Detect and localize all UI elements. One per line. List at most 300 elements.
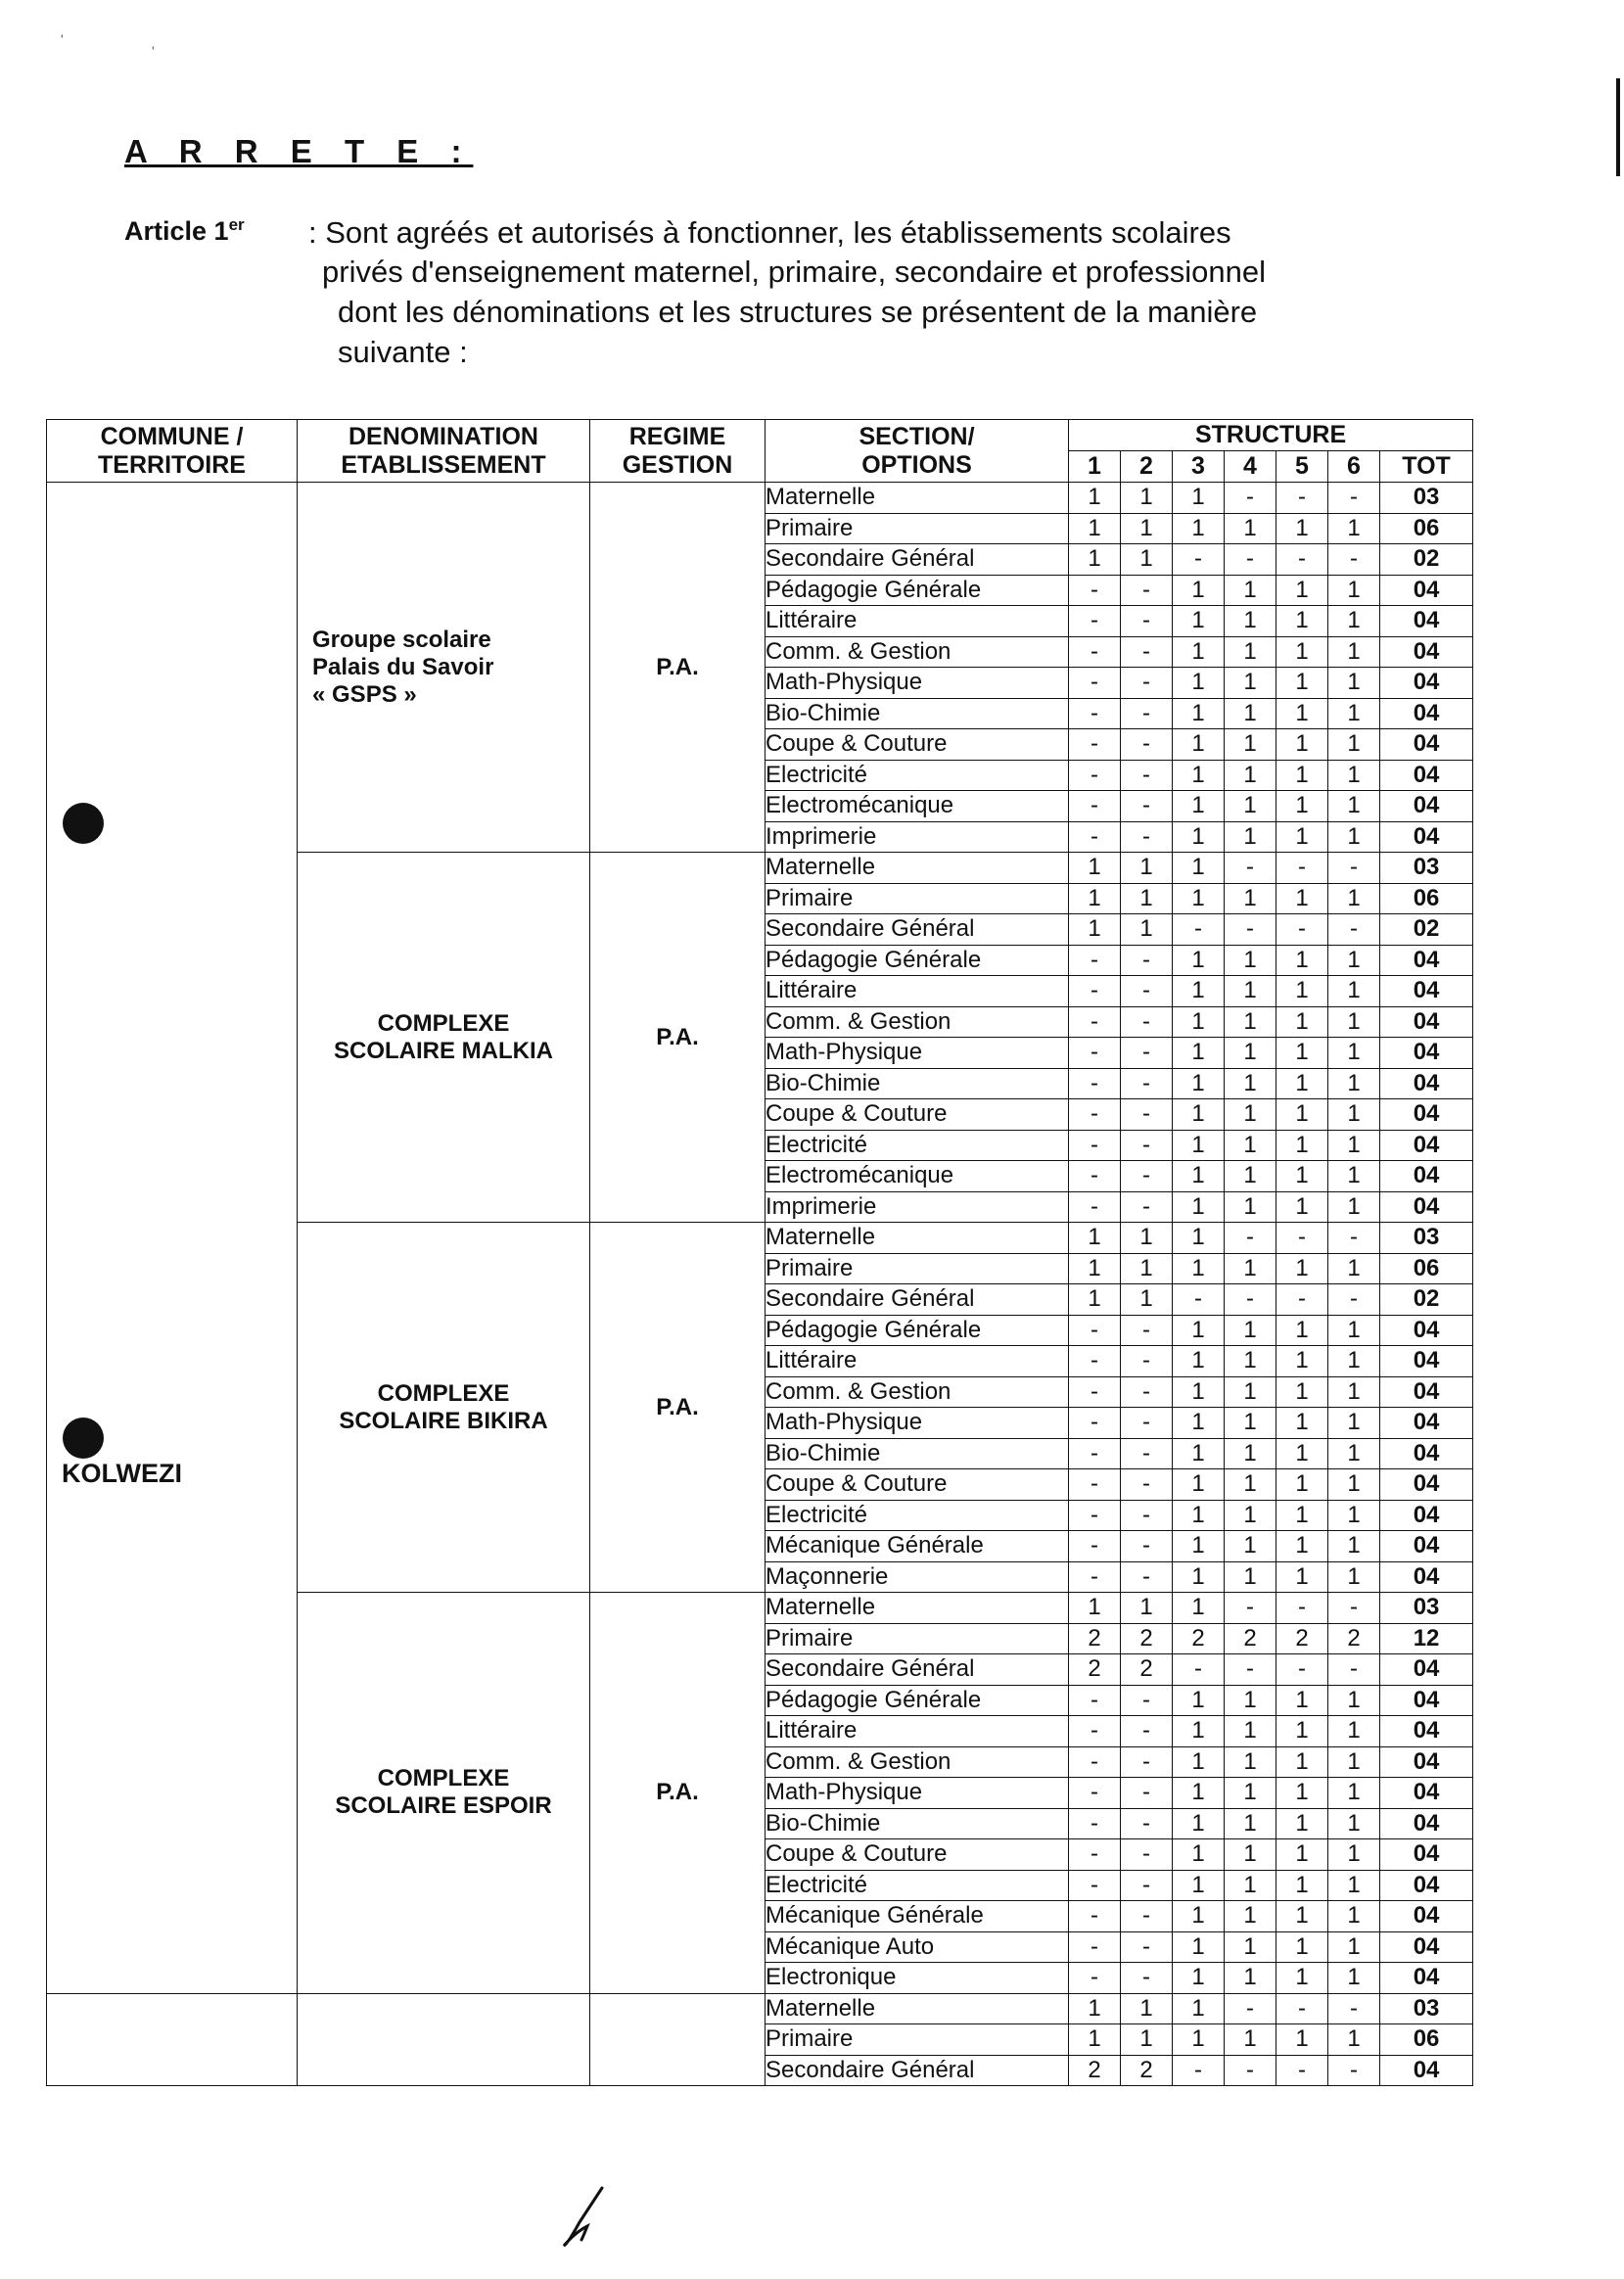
level-count-cell: 1: [1121, 483, 1173, 514]
header-level: 4: [1225, 451, 1276, 483]
section-cell: Littéraire: [766, 1346, 1069, 1377]
level-count-cell: 1: [1276, 1963, 1328, 1994]
level-count-cell: -: [1225, 1993, 1276, 2024]
level-count-cell: 1: [1328, 668, 1380, 699]
level-count-cell: -: [1121, 636, 1173, 668]
header-level: 5: [1276, 451, 1328, 483]
document-heading: A R R E T E :: [124, 133, 474, 169]
level-count-cell: -: [1328, 483, 1380, 514]
level-count-cell: -: [1069, 1346, 1121, 1377]
level-count-cell: -: [1069, 1963, 1121, 1994]
section-cell: Comm. & Gestion: [766, 1746, 1069, 1778]
header-level: 3: [1173, 451, 1225, 483]
level-count-cell: -: [1069, 1500, 1121, 1531]
level-count-cell: 1: [1173, 1469, 1225, 1501]
level-count-cell: 1: [1173, 1870, 1225, 1901]
level-count-cell: 1: [1173, 1038, 1225, 1069]
level-count-cell: 1: [1225, 1253, 1276, 1284]
total-cell: 04: [1380, 606, 1473, 637]
total-cell: 04: [1380, 1685, 1473, 1716]
level-count-cell: -: [1328, 1593, 1380, 1624]
section-cell: Primaire: [766, 1253, 1069, 1284]
level-count-cell: 1: [1225, 883, 1276, 914]
total-cell: 04: [1380, 1068, 1473, 1099]
level-count-cell: 1: [1225, 1531, 1276, 1562]
article-line: suivante :: [338, 335, 468, 369]
level-count-cell: -: [1121, 1870, 1173, 1901]
level-count-cell: 1: [1173, 636, 1225, 668]
section-cell: Littéraire: [766, 606, 1069, 637]
section-cell: Comm. & Gestion: [766, 1006, 1069, 1038]
total-cell: 12: [1380, 1623, 1473, 1654]
level-count-cell: 1: [1121, 1253, 1173, 1284]
level-count-cell: -: [1276, 1654, 1328, 1686]
level-count-cell: -: [1121, 1006, 1173, 1038]
regime-cell: P.A.: [590, 1593, 766, 1994]
level-count-cell: 1: [1121, 1993, 1173, 2024]
level-count-cell: 1: [1225, 945, 1276, 976]
level-count-cell: -: [1121, 1346, 1173, 1377]
level-count-cell: -: [1121, 1808, 1173, 1839]
level-count-cell: -: [1225, 1223, 1276, 1254]
section-cell: Electricité: [766, 1130, 1069, 1161]
level-count-cell: 1: [1173, 1408, 1225, 1439]
level-count-cell: 1: [1276, 1808, 1328, 1839]
section-cell: Electricité: [766, 760, 1069, 791]
level-count-cell: 1: [1121, 1223, 1173, 1254]
total-cell: 04: [1380, 821, 1473, 853]
level-count-cell: 1: [1328, 1808, 1380, 1839]
level-count-cell: 1: [1225, 729, 1276, 761]
section-cell: Maternelle: [766, 1593, 1069, 1624]
level-count-cell: -: [1173, 1654, 1225, 1686]
level-count-cell: -: [1328, 1223, 1380, 1254]
level-count-cell: 1: [1069, 883, 1121, 914]
total-cell: 06: [1380, 513, 1473, 544]
section-cell: Primaire: [766, 513, 1069, 544]
level-count-cell: 1: [1276, 606, 1328, 637]
level-count-cell: 1: [1276, 1038, 1328, 1069]
total-cell: 04: [1380, 1099, 1473, 1131]
level-count-cell: -: [1069, 1038, 1121, 1069]
header-total: TOT: [1380, 451, 1473, 483]
level-count-cell: 1: [1173, 1931, 1225, 1963]
level-count-cell: 1: [1276, 1931, 1328, 1963]
level-count-cell: 1: [1276, 1376, 1328, 1408]
section-cell: Secondaire Général: [766, 1284, 1069, 1316]
level-count-cell: -: [1069, 729, 1121, 761]
school-name: [298, 1993, 590, 2086]
section-cell: Maçonnerie: [766, 1561, 1069, 1593]
level-count-cell: 1: [1276, 1901, 1328, 1932]
level-count-cell: 1: [1276, 1408, 1328, 1439]
level-count-cell: 1: [1173, 1500, 1225, 1531]
level-count-cell: 1: [1173, 945, 1225, 976]
section-cell: Maternelle: [766, 853, 1069, 884]
level-count-cell: -: [1121, 1376, 1173, 1408]
section-cell: Coupe & Couture: [766, 729, 1069, 761]
table-row: [47, 483, 1473, 514]
level-count-cell: 1: [1069, 1593, 1121, 1624]
level-count-cell: 1: [1328, 2024, 1380, 2056]
total-cell: 04: [1380, 575, 1473, 606]
level-count-cell: 1: [1328, 1469, 1380, 1501]
level-count-cell: 1: [1276, 1099, 1328, 1131]
total-cell: 02: [1380, 544, 1473, 576]
level-count-cell: 1: [1173, 1130, 1225, 1161]
signature-mark: [558, 2183, 617, 2252]
section-cell: Bio-Chimie: [766, 698, 1069, 729]
section-cell: Littéraire: [766, 976, 1069, 1007]
header-level: 1: [1069, 451, 1121, 483]
level-count-cell: 1: [1225, 976, 1276, 1007]
level-count-cell: 1: [1069, 1253, 1121, 1284]
header-section: SECTION/ OPTIONS: [766, 420, 1069, 483]
level-count-cell: 1: [1121, 1284, 1173, 1316]
level-count-cell: 1: [1173, 606, 1225, 637]
level-count-cell: 1: [1173, 1593, 1225, 1624]
section-cell: Electronique: [766, 1963, 1069, 1994]
level-count-cell: 1: [1173, 1839, 1225, 1871]
level-count-cell: 1: [1069, 2024, 1121, 2056]
section-cell: Primaire: [766, 2024, 1069, 2056]
level-count-cell: -: [1069, 1315, 1121, 1346]
level-count-cell: 1: [1173, 698, 1225, 729]
school-name: [298, 483, 590, 853]
level-count-cell: 1: [1069, 513, 1121, 544]
level-count-cell: 1: [1328, 1191, 1380, 1223]
level-count-cell: 1: [1276, 575, 1328, 606]
level-count-cell: -: [1121, 1963, 1173, 1994]
header-regime: REGIME GESTION: [590, 420, 766, 483]
section-cell: Bio-Chimie: [766, 1068, 1069, 1099]
level-count-cell: -: [1069, 1931, 1121, 1963]
level-count-cell: -: [1069, 1746, 1121, 1778]
level-count-cell: 1: [1225, 1931, 1276, 1963]
level-count-cell: 1: [1069, 853, 1121, 884]
level-count-cell: -: [1069, 668, 1121, 699]
section-cell: Electricité: [766, 1500, 1069, 1531]
level-count-cell: 1: [1328, 1099, 1380, 1131]
level-count-cell: 2: [1069, 2055, 1121, 2086]
level-count-cell: 1: [1276, 698, 1328, 729]
level-count-cell: 1: [1225, 1376, 1276, 1408]
section-cell: Pédagogie Générale: [766, 1685, 1069, 1716]
level-count-cell: -: [1069, 698, 1121, 729]
section-cell: Electromécanique: [766, 791, 1069, 822]
level-count-cell: -: [1069, 821, 1121, 853]
level-count-cell: 1: [1328, 1963, 1380, 1994]
header-commune: COMMUNE / TERRITOIRE: [47, 420, 298, 483]
level-count-cell: 1: [1328, 1561, 1380, 1593]
level-count-cell: 1: [1069, 544, 1121, 576]
level-count-cell: -: [1173, 544, 1225, 576]
level-count-cell: 2: [1328, 1623, 1380, 1654]
level-count-cell: 1: [1225, 1191, 1276, 1223]
level-count-cell: -: [1069, 1376, 1121, 1408]
punch-hole: [63, 803, 104, 844]
level-count-cell: -: [1276, 1284, 1328, 1316]
level-count-cell: 1: [1173, 1006, 1225, 1038]
total-cell: 04: [1380, 636, 1473, 668]
level-count-cell: 1: [1225, 1408, 1276, 1439]
level-count-cell: 1: [1225, 1130, 1276, 1161]
level-count-cell: -: [1069, 1808, 1121, 1839]
level-count-cell: 1: [1225, 1870, 1276, 1901]
total-cell: 04: [1380, 1376, 1473, 1408]
level-count-cell: -: [1121, 1901, 1173, 1932]
scan-mark: ': [152, 43, 155, 59]
header-level: 6: [1328, 451, 1380, 483]
level-count-cell: 1: [1276, 1191, 1328, 1223]
level-count-cell: -: [1276, 544, 1328, 576]
level-count-cell: -: [1121, 821, 1173, 853]
school-name: [298, 1223, 590, 1593]
level-count-cell: -: [1276, 1593, 1328, 1624]
total-cell: 04: [1380, 1654, 1473, 1686]
level-count-cell: 1: [1328, 760, 1380, 791]
level-count-cell: -: [1328, 914, 1380, 946]
school-name-line: SCOLAIRE BIKIRA: [339, 1407, 548, 1434]
section-cell: Mécanique Auto: [766, 1931, 1069, 1963]
level-count-cell: 2: [1069, 1623, 1121, 1654]
level-count-cell: 1: [1173, 821, 1225, 853]
section-cell: Math-Physique: [766, 668, 1069, 699]
total-cell: 03: [1380, 483, 1473, 514]
level-count-cell: 1: [1328, 1376, 1380, 1408]
level-count-cell: 1: [1328, 1346, 1380, 1377]
section-cell: Math-Physique: [766, 1778, 1069, 1809]
level-count-cell: 1: [1173, 1223, 1225, 1254]
level-count-cell: 1: [1225, 1685, 1276, 1716]
level-count-cell: -: [1121, 1408, 1173, 1439]
level-count-cell: 1: [1276, 668, 1328, 699]
level-count-cell: -: [1069, 1839, 1121, 1871]
level-count-cell: 1: [1328, 1901, 1380, 1932]
level-count-cell: -: [1069, 1191, 1121, 1223]
level-count-cell: 1: [1276, 1716, 1328, 1747]
level-count-cell: 1: [1225, 1161, 1276, 1192]
level-count-cell: 1: [1069, 914, 1121, 946]
level-count-cell: 1: [1276, 1685, 1328, 1716]
total-cell: 02: [1380, 914, 1473, 946]
level-count-cell: 1: [1173, 1099, 1225, 1131]
level-count-cell: 1: [1328, 821, 1380, 853]
level-count-cell: -: [1276, 1993, 1328, 2024]
total-cell: 06: [1380, 2024, 1473, 2056]
level-count-cell: -: [1173, 1284, 1225, 1316]
total-cell: 04: [1380, 1963, 1473, 1994]
total-cell: 04: [1380, 2055, 1473, 2086]
article-line: : Sont agréés et autorisés à fonctionner, les établissements scolaires: [308, 215, 1231, 250]
total-cell: 04: [1380, 1130, 1473, 1161]
section-cell: Electromécanique: [766, 1161, 1069, 1192]
level-count-cell: 1: [1328, 1839, 1380, 1871]
level-count-cell: 1: [1173, 1808, 1225, 1839]
level-count-cell: 1: [1173, 729, 1225, 761]
level-count-cell: 1: [1173, 883, 1225, 914]
section-cell: Maternelle: [766, 483, 1069, 514]
level-count-cell: 2: [1121, 1654, 1173, 1686]
total-cell: 04: [1380, 945, 1473, 976]
level-count-cell: 1: [1173, 575, 1225, 606]
level-count-cell: -: [1069, 1068, 1121, 1099]
level-count-cell: 1: [1276, 760, 1328, 791]
school-name-line: SCOLAIRE MALKIA: [334, 1037, 553, 1064]
level-count-cell: 1: [1276, 636, 1328, 668]
level-count-cell: 1: [1173, 1531, 1225, 1562]
total-cell: 04: [1380, 1561, 1473, 1593]
level-count-cell: -: [1225, 544, 1276, 576]
level-count-cell: 1: [1069, 1993, 1121, 2024]
level-count-cell: -: [1121, 1531, 1173, 1562]
total-cell: 04: [1380, 1716, 1473, 1747]
level-count-cell: 1: [1328, 1068, 1380, 1099]
level-count-cell: 2: [1121, 2055, 1173, 2086]
regime-cell: P.A.: [590, 1223, 766, 1593]
level-count-cell: -: [1328, 544, 1380, 576]
level-count-cell: -: [1121, 1068, 1173, 1099]
school-name-line: COMPLEXE: [377, 1765, 510, 1792]
level-count-cell: -: [1121, 729, 1173, 761]
level-count-cell: -: [1069, 976, 1121, 1007]
level-count-cell: 1: [1225, 1438, 1276, 1469]
level-count-cell: 1: [1225, 1808, 1276, 1839]
level-count-cell: -: [1069, 1870, 1121, 1901]
level-count-cell: -: [1069, 1438, 1121, 1469]
total-cell: 04: [1380, 1346, 1473, 1377]
schools-table: [46, 419, 1473, 2086]
section-cell: Mécanique Générale: [766, 1531, 1069, 1562]
header-structure: STRUCTURE: [1069, 420, 1473, 451]
level-count-cell: 2: [1121, 1623, 1173, 1654]
level-count-cell: -: [1276, 1223, 1328, 1254]
total-cell: 03: [1380, 1223, 1473, 1254]
level-count-cell: 1: [1276, 1438, 1328, 1469]
level-count-cell: -: [1069, 1685, 1121, 1716]
total-cell: 04: [1380, 1778, 1473, 1809]
regime-cell: P.A.: [590, 853, 766, 1223]
level-count-cell: -: [1328, 2055, 1380, 2086]
level-count-cell: 2: [1276, 1623, 1328, 1654]
level-count-cell: 1: [1276, 1161, 1328, 1192]
level-count-cell: -: [1069, 1408, 1121, 1439]
level-count-cell: -: [1121, 945, 1173, 976]
level-count-cell: 1: [1276, 2024, 1328, 2056]
level-count-cell: -: [1069, 1161, 1121, 1192]
level-count-cell: 1: [1276, 1839, 1328, 1871]
section-cell: Secondaire Général: [766, 2055, 1069, 2086]
section-cell: Maternelle: [766, 1993, 1069, 2024]
level-count-cell: 1: [1225, 760, 1276, 791]
level-count-cell: 1: [1225, 1038, 1276, 1069]
section-cell: Coupe & Couture: [766, 1839, 1069, 1871]
level-count-cell: 1: [1225, 1346, 1276, 1377]
regime-cell: P.A.: [590, 483, 766, 853]
level-count-cell: -: [1225, 1284, 1276, 1316]
level-count-cell: 1: [1225, 791, 1276, 822]
level-count-cell: -: [1069, 1006, 1121, 1038]
level-count-cell: 1: [1173, 1191, 1225, 1223]
level-count-cell: 1: [1328, 976, 1380, 1007]
level-count-cell: -: [1276, 914, 1328, 946]
level-count-cell: 1: [1173, 1161, 1225, 1192]
level-count-cell: -: [1121, 791, 1173, 822]
total-cell: 04: [1380, 1315, 1473, 1346]
level-count-cell: -: [1328, 1654, 1380, 1686]
school-name-line: COMPLEXE: [377, 1379, 510, 1407]
section-cell: Littéraire: [766, 1716, 1069, 1747]
total-cell: 02: [1380, 1284, 1473, 1316]
article-label-sup: er: [228, 215, 245, 234]
level-count-cell: 1: [1173, 1746, 1225, 1778]
level-count-cell: 1: [1225, 1561, 1276, 1593]
total-cell: 04: [1380, 668, 1473, 699]
level-count-cell: -: [1121, 1716, 1173, 1747]
level-count-cell: 1: [1328, 606, 1380, 637]
level-count-cell: 1: [1173, 1778, 1225, 1809]
level-count-cell: 1: [1328, 791, 1380, 822]
level-count-cell: 1: [1328, 1006, 1380, 1038]
level-count-cell: 1: [1328, 1315, 1380, 1346]
level-count-cell: 1: [1276, 976, 1328, 1007]
level-count-cell: 1: [1225, 1068, 1276, 1099]
level-count-cell: -: [1069, 1561, 1121, 1593]
total-cell: 04: [1380, 1161, 1473, 1192]
level-count-cell: -: [1069, 1469, 1121, 1501]
level-count-cell: -: [1121, 1315, 1173, 1346]
level-count-cell: 1: [1121, 2024, 1173, 2056]
section-cell: Secondaire Général: [766, 1654, 1069, 1686]
level-count-cell: 1: [1225, 513, 1276, 544]
level-count-cell: -: [1121, 698, 1173, 729]
level-count-cell: 1: [1276, 791, 1328, 822]
level-count-cell: 1: [1121, 544, 1173, 576]
level-count-cell: -: [1069, 636, 1121, 668]
level-count-cell: -: [1069, 575, 1121, 606]
level-count-cell: 1: [1328, 1746, 1380, 1778]
total-cell: 04: [1380, 1931, 1473, 1963]
level-count-cell: 1: [1225, 1006, 1276, 1038]
level-count-cell: -: [1121, 1839, 1173, 1871]
section-cell: Bio-Chimie: [766, 1438, 1069, 1469]
school-name-line: Groupe scolaire: [312, 626, 491, 653]
level-count-cell: 1: [1328, 1408, 1380, 1439]
level-count-cell: 1: [1328, 883, 1380, 914]
level-count-cell: -: [1276, 483, 1328, 514]
total-cell: 04: [1380, 1500, 1473, 1531]
level-count-cell: 1: [1225, 1839, 1276, 1871]
level-count-cell: 1: [1328, 945, 1380, 976]
level-count-cell: 1: [1328, 1778, 1380, 1809]
level-count-cell: -: [1121, 1778, 1173, 1809]
level-count-cell: -: [1069, 791, 1121, 822]
section-cell: Coupe & Couture: [766, 1469, 1069, 1501]
level-count-cell: 2: [1225, 1623, 1276, 1654]
level-count-cell: 1: [1276, 1746, 1328, 1778]
level-count-cell: 1: [1225, 1746, 1276, 1778]
level-count-cell: 1: [1225, 1315, 1276, 1346]
level-count-cell: 1: [1276, 1870, 1328, 1901]
level-count-cell: 1: [1276, 1469, 1328, 1501]
level-count-cell: -: [1225, 914, 1276, 946]
level-count-cell: -: [1328, 853, 1380, 884]
level-count-cell: -: [1225, 2055, 1276, 2086]
level-count-cell: 1: [1276, 1500, 1328, 1531]
total-cell: 03: [1380, 853, 1473, 884]
level-count-cell: 1: [1121, 513, 1173, 544]
level-count-cell: 1: [1069, 1284, 1121, 1316]
